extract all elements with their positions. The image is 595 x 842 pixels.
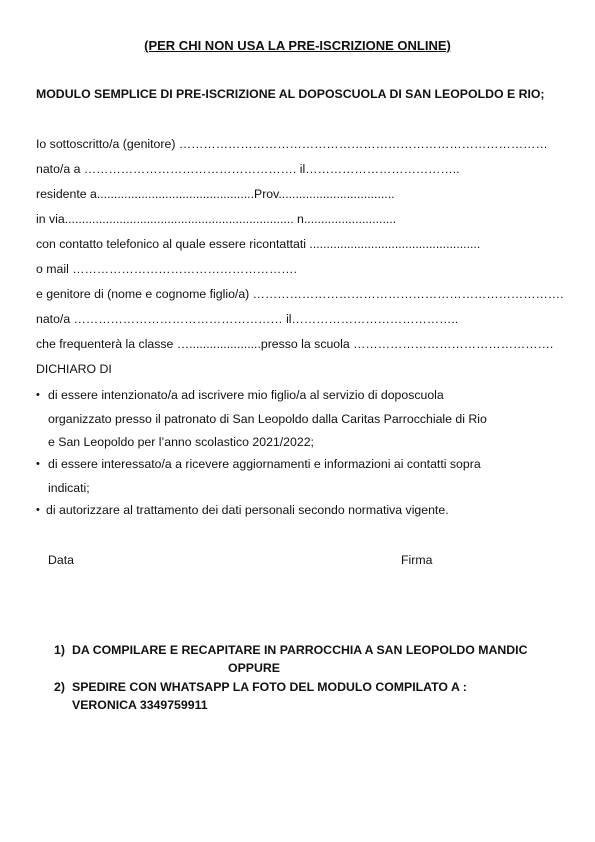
declaration-line: organizzato presso il patronato di San Leopoldo dalla Caritas Parrocchiale di Rio	[48, 412, 487, 426]
declaration-line: di essere interessato/a a ricevere aggiornamenti e informazioni ai contatti sopra	[48, 457, 481, 471]
street-field: in via................................................................... n...........................	[36, 212, 397, 226]
phone-field: con contatto telefonico al quale essere ricontattati ..................................................	[36, 237, 481, 251]
parent-name-field: Io sottoscritto/a (genitore) ………………………………………………………………………………	[36, 137, 548, 151]
date-label: Data	[48, 553, 74, 567]
child-birth-field: nato/a …………………………………………… il…………………………………..	[36, 312, 459, 326]
contact-number: VERONICA 3349759911	[72, 698, 208, 712]
instruction-number-1: 1)	[54, 643, 65, 657]
residence-field: residente a..............................................Prov..................................	[36, 187, 395, 201]
bullet-icon: •	[36, 504, 40, 516]
birthplace-field: nato/a a ……………………………………………. il………………………………..	[36, 162, 460, 176]
instruction-number-2: 2)	[54, 680, 65, 694]
signature-label: Firma	[401, 553, 433, 567]
bullet-icon: •	[36, 458, 40, 470]
declaration-line: di autorizzare al trattamento dei dati personali secondo normativa vigente.	[46, 503, 449, 517]
declaration-line: e San Leopoldo per l’anno scolastico 2021/2022;	[48, 435, 314, 449]
instruction-text-2: SPEDIRE CON WHATSAPP LA FOTO DEL MODULO COMPILATO A :	[72, 680, 467, 694]
email-field: o mail ……………………………………………….	[36, 262, 297, 276]
bullet-icon: •	[36, 389, 40, 401]
or-text: OPPURE	[228, 661, 280, 675]
child-name-field: e genitore di (nome e cognome figlio/a) ………………………………………………………………….	[36, 287, 564, 301]
declaration-line: indicati;	[48, 481, 90, 495]
declaration-line: di essere intenzionato/a ad iscrivere mio figlio/a al servizio di doposcuola	[48, 388, 444, 402]
instruction-text-1: DA COMPILARE E RECAPITARE IN PARROCCHIA A SAN LEOPOLDO MANDIC	[72, 643, 528, 657]
form-heading: MODULO SEMPLICE DI PRE-ISCRIZIONE AL DOPOSCUOLA DI SAN LEOPOLDO E RIO;	[36, 87, 545, 101]
declaration-heading: DICHIARO DI	[36, 362, 112, 376]
document-title: (PER CHI NON USA LA PRE-ISCRIZIONE ONLINE)	[144, 38, 451, 53]
class-school-field: che frequenterà la classe ….....................presso la scuola ………………………………………….	[36, 337, 554, 351]
